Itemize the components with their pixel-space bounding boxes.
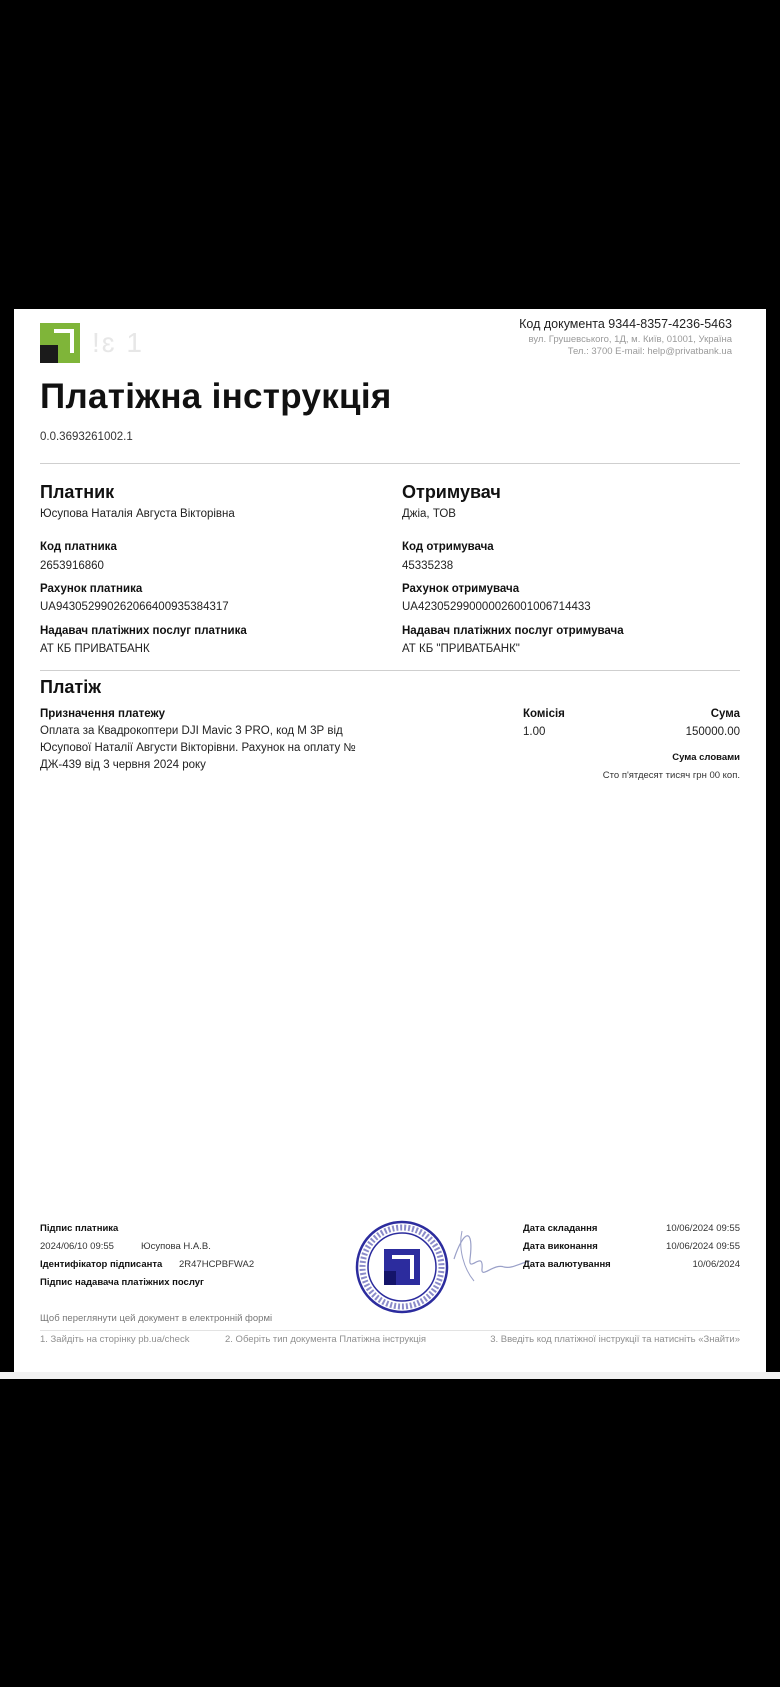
payer-name: Юсупова Наталія Августа Вікторівна	[40, 508, 235, 520]
divider	[40, 1330, 740, 1331]
address-line-1: вул. Грушевського, 1Д, м. Київ, 01001, Україна	[528, 334, 732, 345]
payer-signature-label: Підпис платника	[40, 1223, 119, 1234]
divider	[40, 463, 740, 464]
purpose-text: Оплата за Квадрокоптери DJI Mavic 3 PRO, код М 3Р від Юсупової Наталії Августи Вікторівни. Рахунок на оплату № ДЖ-439 від 3 червня 2024 року	[40, 725, 356, 771]
payer-account: UA943052990262066400935384317	[40, 601, 229, 613]
payer-heading: Платник	[40, 482, 115, 502]
recipient-name: Джіа, ТОВ	[402, 508, 456, 520]
created-date-value: 10/06/2024 09:55	[666, 1223, 740, 1234]
value-date-value: 10/06/2024	[692, 1259, 740, 1270]
payment-heading: Платіж	[40, 677, 101, 697]
executed-date-value: 10/06/2024 09:55	[666, 1241, 740, 1252]
payer-provider: АТ КБ ПРИВАТБАНК	[40, 643, 150, 655]
provider-signature-label: Підпис надавача платіжних послуг	[40, 1277, 204, 1288]
signature-name: Юсупова Н.А.В.	[141, 1241, 211, 1252]
logo-ghost-mark: !ɛ 1	[92, 327, 144, 358]
payer-code-label: Код платника	[40, 541, 117, 553]
executed-date-label: Дата виконання	[523, 1241, 598, 1252]
commission-label: Комісія	[523, 708, 565, 720]
document-code-value: 9344-8357-4236-5463	[608, 317, 732, 331]
recipient-code: 45335238	[402, 560, 454, 572]
amount-words-label: Сума словами	[672, 752, 740, 763]
recipient-heading: Отримувач	[402, 482, 501, 502]
footer-intro: Щоб переглянути цей документ в електронній формі	[40, 1313, 273, 1324]
amount-words-value: Сто п'ятдесят тисяч грн 00 коп.	[602, 770, 740, 781]
signature-date: 2024/06/10 09:55	[40, 1241, 114, 1252]
purpose-label: Призначення платежу	[40, 708, 166, 720]
value-date-label: Дата валютування	[523, 1259, 611, 1270]
footer-step-1: 1. Зайдіть на сторінку pb.ua/check	[40, 1334, 190, 1345]
signer-id-label: Ідентифікатор підписанта	[40, 1259, 163, 1270]
payer-code: 2653916860	[40, 560, 104, 572]
payment-document	[14, 309, 766, 1377]
amount-value: 150000.00	[685, 726, 740, 738]
recipient-provider-label: Надавач платіжних послуг отримувача	[402, 625, 624, 637]
recipient-account: UA423052990000026001006714433	[402, 601, 591, 613]
payer-provider-label: Надавач платіжних послуг платника	[40, 625, 247, 637]
document-id: 0.0.3693261002.1	[40, 431, 133, 443]
payer-account-label: Рахунок платника	[40, 583, 143, 595]
divider	[40, 670, 740, 671]
address-line-2: Тел.: 3700 E-mail: help@privatbank.ua	[567, 346, 732, 357]
amount-label: Сума	[710, 708, 740, 720]
bank-address	[529, 334, 732, 358]
page-title: Платіжна інструкція	[40, 377, 392, 416]
commission-value: 1.00	[523, 726, 546, 738]
footer-step-2: 2. Оберіть тип документа Платіжна інструкція	[225, 1334, 426, 1345]
recipient-provider: АТ КБ "ПРИВАТБАНК"	[402, 643, 520, 655]
page-edge	[0, 1372, 780, 1379]
recipient-code-label: Код отримувача	[402, 541, 494, 553]
signer-id-value: 2R47HCPBFWA2	[179, 1259, 255, 1270]
document-code	[519, 317, 732, 331]
privatbank-logo-icon	[40, 323, 80, 363]
created-date-label: Дата складання	[523, 1223, 598, 1234]
handwritten-signature-icon	[434, 1219, 534, 1289]
document-code-label: Код документа	[519, 317, 605, 331]
recipient-account-label: Рахунок отримувача	[402, 583, 520, 595]
footer-step-3: 3. Введіть код платіжної інструкції та натисніть «Знайти»	[490, 1334, 740, 1345]
